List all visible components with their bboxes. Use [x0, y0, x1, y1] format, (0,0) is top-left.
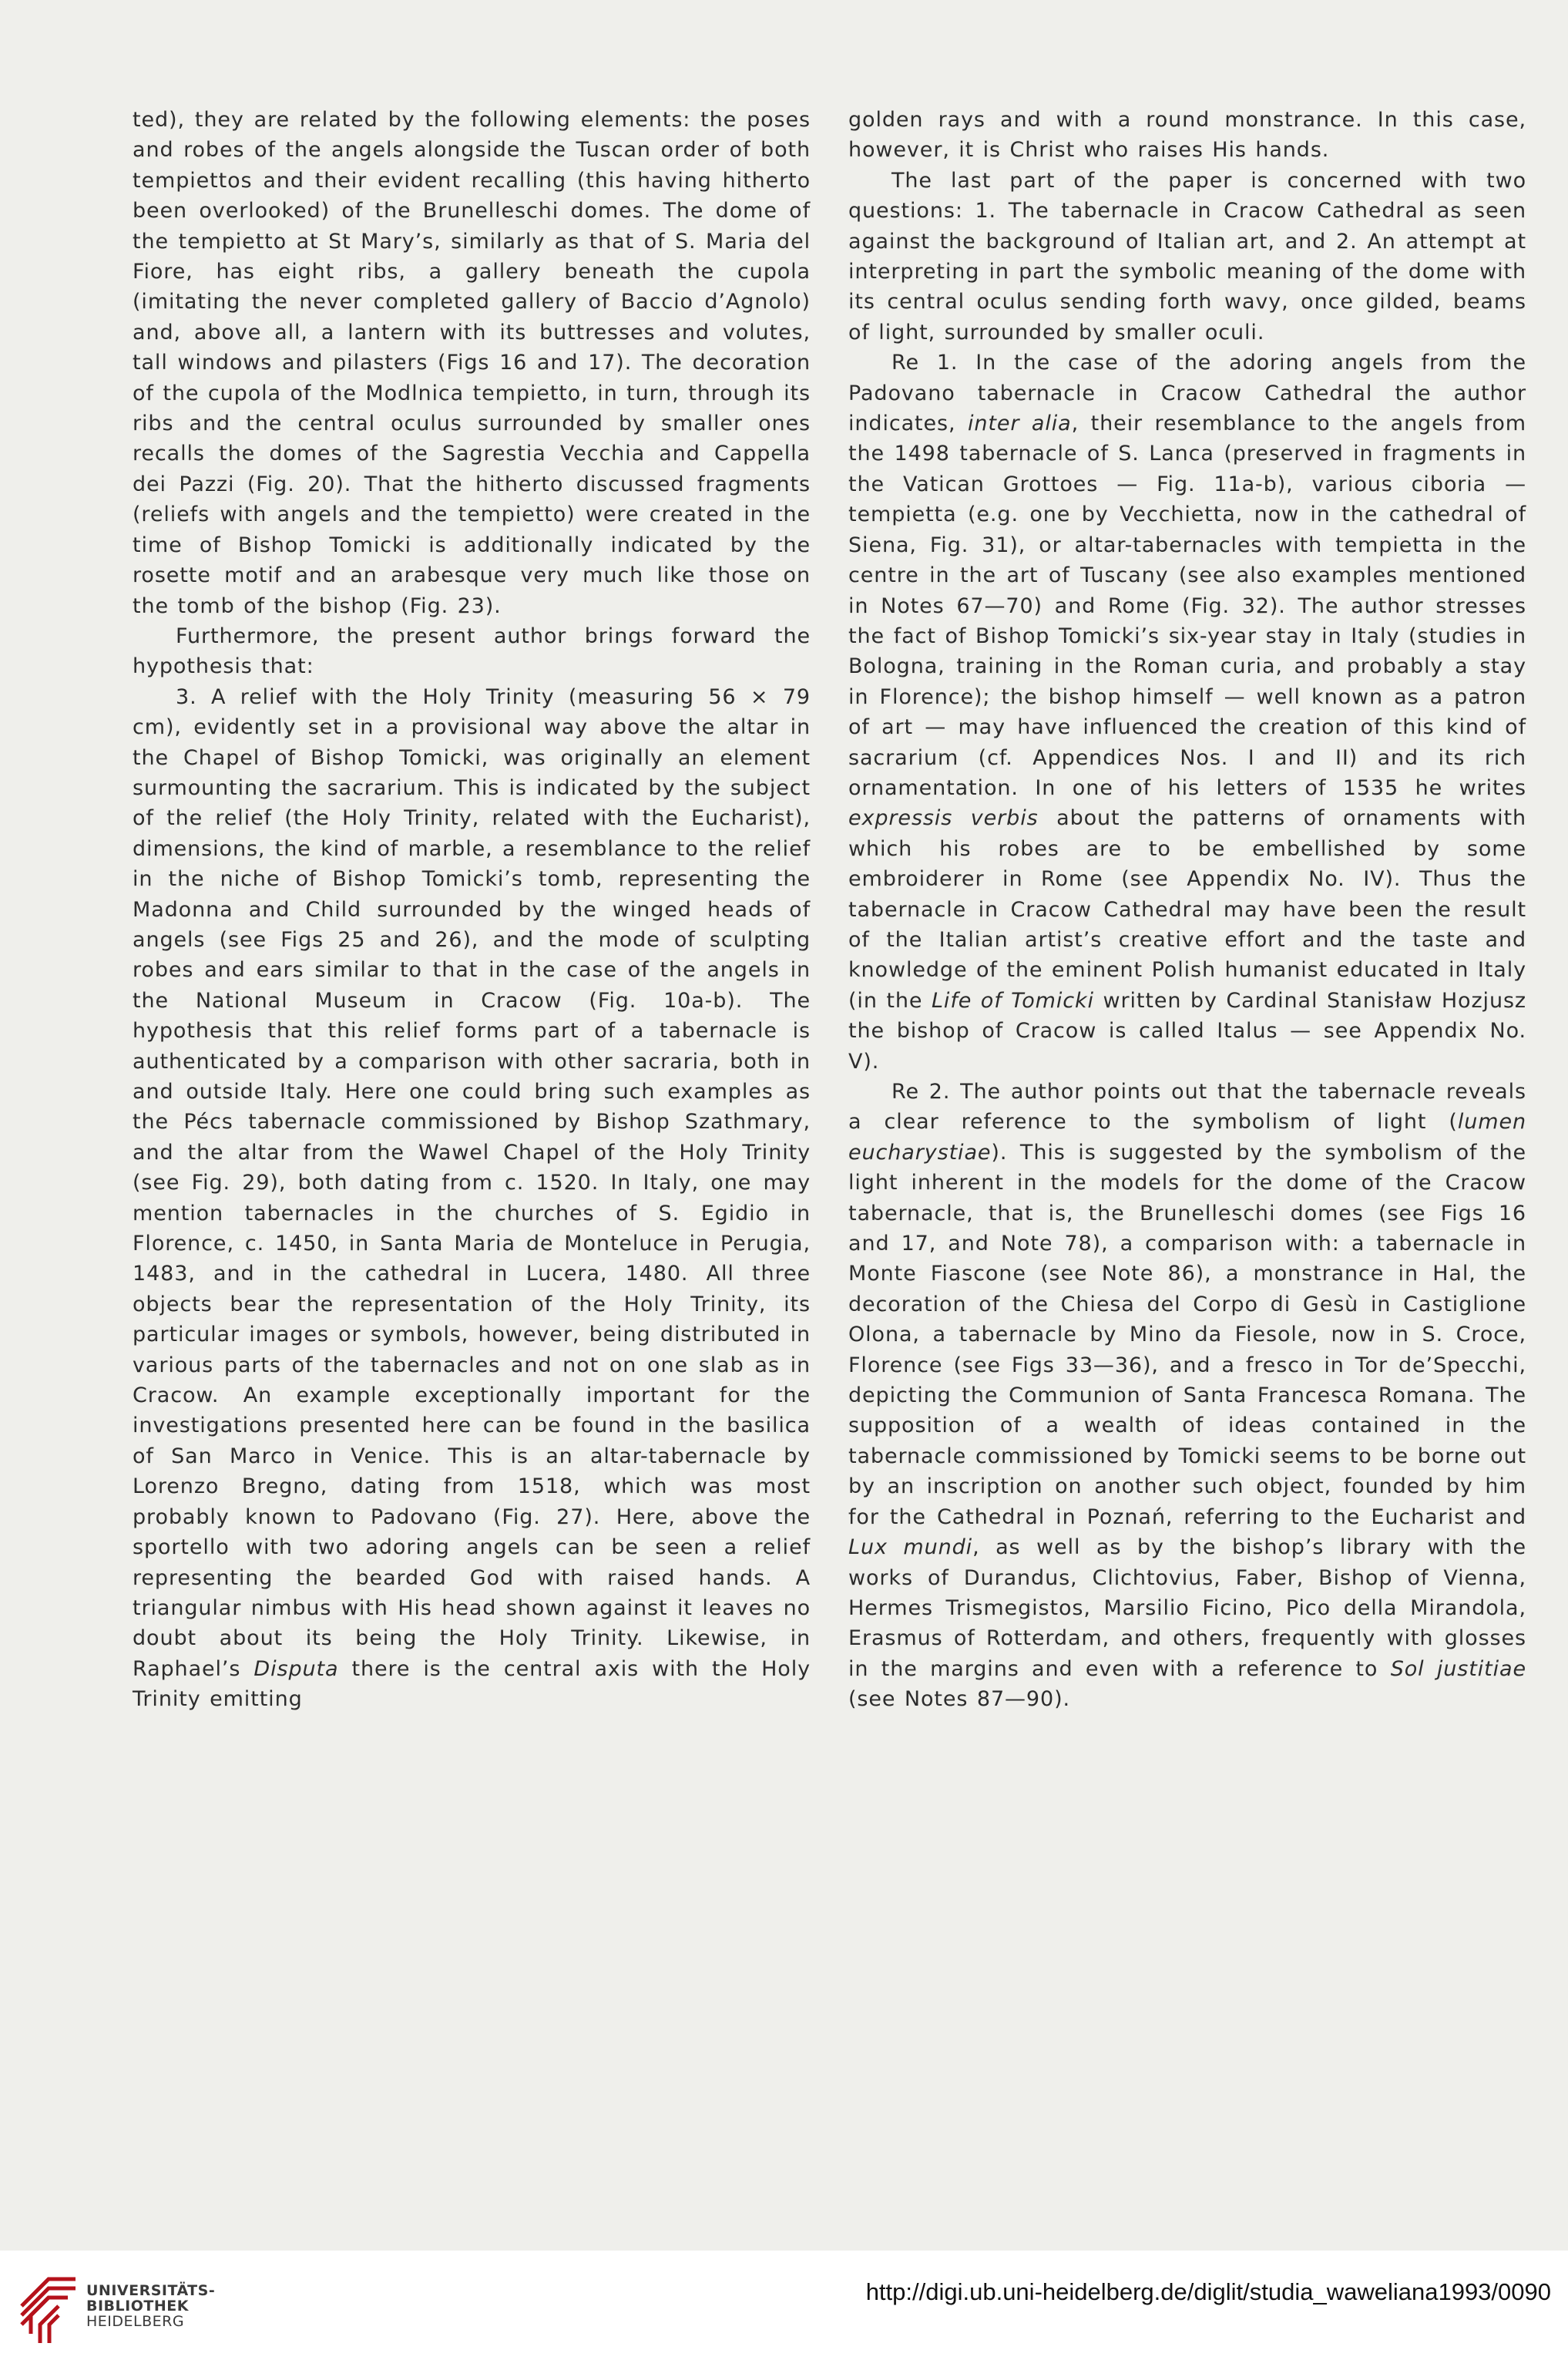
- paragraph: [848, 166, 1526, 348]
- text-run: golden rays and with a round monstrance. In this case, however, it is Christ who raises His hands.: [848, 108, 1526, 163]
- text-run: The last part of the paper is concerned with two questions: 1. The tabernacle in Cracow Cathedral as seen against the background of Italian art, and 2. An attempt at interpreting in part the symbolic meaning of the dome with its central oculus sending forth wavy, once gilded, beams of light, surrounded by smaller oculi.: [848, 168, 1526, 345]
- italic-run: Disputa: [253, 1656, 339, 1681]
- italic-run: Lux mundi: [848, 1535, 973, 1560]
- text-run: Re 2. The author points out that the tabernacle reveals a clear reference to the symbolism of light (: [848, 1080, 1526, 1135]
- italic-run: inter alia: [968, 412, 1072, 436]
- left-text-column: [133, 105, 811, 1715]
- text-run: there is the central axis with the Holy Trinity emitting: [133, 1656, 811, 1712]
- italic-run: Sol justitiae: [1390, 1656, 1526, 1681]
- paragraph: [133, 621, 811, 682]
- italic-run: expressis verbis: [848, 806, 1039, 831]
- library-name-line-1: UNIVERSITÄTS-: [86, 2282, 216, 2299]
- text-run: Re 1. In the case of the adoring angels from the Padovano tabernacle in Cracow Cathedral the author indicates,: [848, 351, 1526, 436]
- digitization-footer: [0, 2251, 1568, 2360]
- text-run: 3. A relief with the Holy Trinity (measuring 56 × 79 cm), evidently set in a provisional way above the altar in the Chapel of Bishop Tomicki, was originally an element surmounting the sacrarium. This is indicated by the subject of the relief (the Holy Trinity, related with the Eucharist), dimensions, the kind of marble, a resemblance to the relief in the niche of Bishop Tomicki’s tomb, representing the Madonna and Child surrounded by the winged heads of angels (see Figs 25 and 26), and the mode of sculpting robes and ears similar to that in the case of the angels in the National Museum in Cracow (Fig. 10a-b). The hypothesis that this relief forms part of a tabernacle is authenticated by a comparison with other sacraria, both in and outside Italy. Here one could bring such examples as the Pécs tabernacle commissioned by Bishop Szathmary, and the altar from the Wawel Chapel of the Holy Trinity (see Fig. 29), both dating from c. 1520. In Italy, one may mention tabernacles in the churches of S. Egidio in Florence, c. 1450, in Santa Maria de Monteluce in Perugia, 1483, and in the cathedral in Lucera, 1480. All three objects bear the representation of the Holy Trinity, its particular images or symbols, however, being distributed in various parts of the tabernacles and not on one slab as in Cracow. An example exceptionally important for the investigations presented here can be found in the basilica of San Marco in Venice. This is an altar-tabernacle by Lorenzo Bregno, dating from 1518, which was most probably known to Padovano (Fig. 27). Here, above the sportello with two adoring angels can be seen a relief representing the bearded God with raised hands. A triangular nimbus with His head shown against it leaves no doubt about its being the Holy Trinity. Likewise, in Raphael’s: [133, 684, 811, 1681]
- library-name: [86, 2283, 215, 2329]
- library-name-line-2: BIBLIOTHEK: [86, 2298, 189, 2315]
- paragraph: [133, 105, 811, 621]
- heidelberg-library-logo-icon: [14, 2268, 83, 2345]
- paragraph: [848, 348, 1526, 1077]
- italic-run: lumen eucharystiae: [848, 1110, 1526, 1165]
- text-run: , as well as by the bishop’s library with the works of Durandus, Clichtovius, Faber, Bishop of Vienna, Hermes Trismegistos, Marsilio Ficino, Pico della Mirandola, Erasmus of Rotterdam, and others, frequently with glosses in the margins and even with a reference to: [848, 1535, 1526, 1681]
- right-text-column: [848, 105, 1526, 1715]
- text-run: (see Notes 87—90).: [848, 1687, 1070, 1712]
- library-name-line-3: HEIDELBERG: [86, 2313, 185, 2330]
- text-run: Furthermore, the present author brings forward the hypothesis that:: [133, 624, 811, 679]
- italic-run: Life of Tomicki: [931, 988, 1094, 1013]
- text-run: ted), they are related by the following elements: the poses and robes of the angels alongside the Tuscan order of both tempiettos and their evident recalling (this having hitherto been overlooked) of the Brunelleschi domes. The dome of the tempietto at St Mary’s, similarly as that of S. Maria del Fiore, has eight ribs, a gallery beneath the cupola (imitating the never completed gallery of Baccio d’Agnolo) and, above all, a lantern with its buttresses and volutes, tall windows and pilasters (Figs 16 and 17). The decoration of the cupola of the Modlnica tempietto, in turn, through its ribs and the central oculus surrounded by smaller ones recalls the domes of the Sagrestia Vecchia and Cappella dei Pazzi (Fig. 20). That the hitherto discussed fragments (reliefs with angels and the tempietto) were created in the time of Bishop Tomicki is additionally indicated by the rosette motif and an arabesque very much like those on the tomb of the bishop (Fig. 23).: [133, 108, 811, 618]
- text-run: ). This is suggested by the symbolism of the light inherent in the models for the dome of the Cracow tabernacle, that is, the Brunelleschi domes (see Figs 16 and 17, and Note 78), a comparison with: a tabernacle in Monte Fiascone (see Note 86), a monstrance in Hal, the decoration of the Chiesa del Corpo di Gesù in Castiglione Olona, a tabernacle by Mino da Fiesole, now in S. Croce, Florence (see Figs 33—36), and a fresco in Tor de’Specchi, depicting the Communion of Santa Francesca Romana. The supposition of a wealth of ideas contained in the tabernacle commissioned by Tomicki seems to be borne out by an inscription on another such object, founded by him for the Cathedral in Poznań, referring to the Eucharist and: [848, 1140, 1526, 1529]
- paragraph: [133, 682, 811, 1715]
- paragraph: [848, 105, 1526, 166]
- source-url-link[interactable]: http://digi.ub.uni-heidelberg.de/diglit/studia_waweliana1993/0090: [865, 2278, 1551, 2305]
- text-run: about the patterns of ornaments with which his robes are to be embellished by some embroiderer in Rome (see Appendix No. IV). Thus the tabernacle in Cracow Cathedral may have been the result of the Italian artist’s creative effort and the taste and knowledge of the eminent Polish humanist educated in Italy (in the: [848, 806, 1526, 1013]
- paragraph: [848, 1077, 1526, 1715]
- text-run: , their resemblance to the angels from the 1498 tabernacle of S. Lanca (preserved in fragments in the Vatican Grottoes — Fig. 11a-b), various ciboria — tempietta (e.g. one by Vecchietta, now in the cathedral of Siena, Fig. 31), or altar-tabernacles with tempietta in the centre in the art of Tuscany (see also examples mentioned in Notes 67—70) and Rome (Fig. 32). The author stresses the fact of Bishop Tomicki’s six-year stay in Italy (studies in Bologna, training in the Roman curia, and probably a stay in Florence); the bishop himself — well known as a patron of art — may have influenced the creation of this kind of sacrarium (cf. Appendices Nos. I and II) and its rich ornamentation. In one of his letters of 1535 he writes: [848, 412, 1526, 800]
- text-run: written by Cardinal Stanisław Hozjusz the bishop of Cracow is called Italus — see Appendix No. V).: [848, 988, 1527, 1074]
